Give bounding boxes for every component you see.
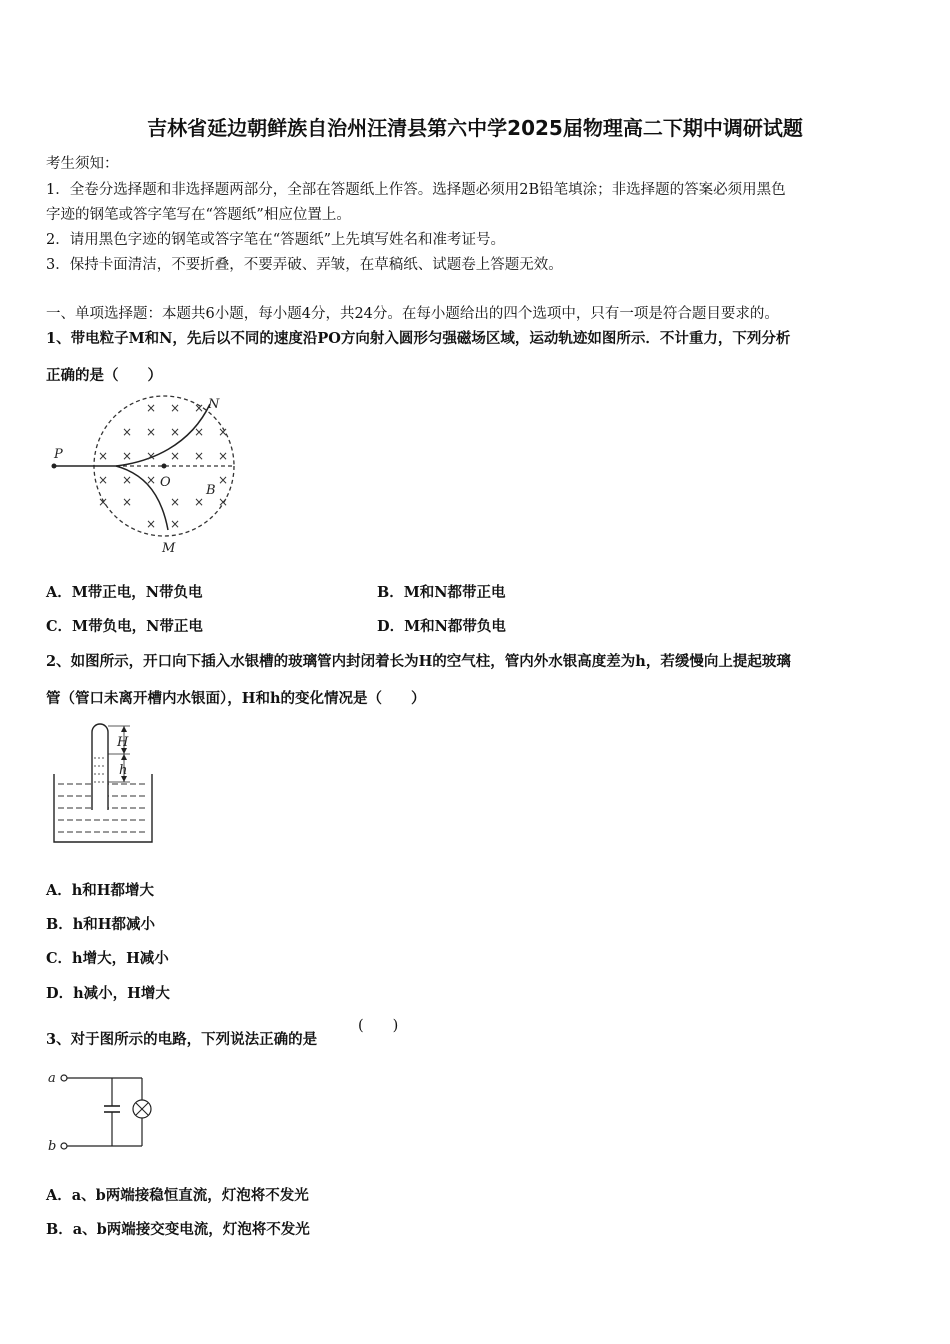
- label-o: O: [160, 475, 171, 490]
- question-1-option-b: B．M和N都带正电: [377, 584, 506, 601]
- question-2-option-c: C．h增大，H减小: [46, 950, 169, 967]
- svg-text:×: ×: [170, 425, 181, 439]
- svg-text:×: ×: [146, 401, 157, 415]
- question-1-stem-line-2: 正确的是（ ）: [46, 367, 162, 384]
- label-p: P: [54, 447, 63, 462]
- svg-text:×: ×: [170, 495, 181, 509]
- question-1-stem-line-1: 1、带电粒子M和N，先后以不同的速度沿PO方向射入圆形匀强磁场区域，运动轨迹如图所示．不计重力，下列分析: [46, 330, 791, 347]
- svg-text:×: ×: [146, 425, 157, 439]
- svg-text:×: ×: [122, 425, 133, 439]
- question-3-stem: 3、对于图所示的电路，下列说法正确的是: [46, 1031, 318, 1048]
- question-1-option-d: D．M和N都带负电: [377, 618, 506, 635]
- label-n: N: [208, 397, 220, 412]
- label-m: M: [162, 541, 176, 556]
- svg-text:×: ×: [194, 425, 205, 439]
- question-2-option-b: B．h和H都减小: [46, 916, 155, 933]
- svg-text:×: ×: [98, 449, 109, 463]
- svg-text:×: ×: [218, 425, 229, 439]
- svg-text:×: ×: [194, 401, 205, 415]
- notice-heading: 考生须知：: [46, 156, 119, 172]
- question-2-option-a: A．h和H都增大: [46, 882, 154, 899]
- svg-text:×: ×: [146, 517, 157, 531]
- question-1-figure: [40, 392, 250, 562]
- label-b: B: [206, 483, 216, 498]
- notice-item-1-line-2: 字迹的钢笔或答字笔写在“答题纸”相应位置上。: [46, 207, 351, 223]
- svg-text:×: ×: [122, 473, 133, 487]
- svg-text:×: ×: [218, 449, 229, 463]
- svg-text:×: ×: [146, 449, 157, 463]
- lamp-icon: [133, 1100, 151, 1118]
- label-h-upper: H: [117, 735, 129, 750]
- question-1-option-c: C．M带负电，N带正电: [46, 618, 203, 635]
- question-2-stem-line-2: 管（管口未离开槽内水银面），H和h的变化情况是（ ）: [46, 690, 426, 707]
- svg-text:×: ×: [122, 449, 133, 463]
- question-1-option-a: A．M带正电，N带负电: [46, 584, 203, 601]
- svg-text:×: ×: [98, 495, 109, 509]
- notice-item-2: 2．请用黑色字迹的钢笔或答字笔在“答题纸”上先填写姓名和准考证号。: [46, 232, 506, 248]
- notice-item-1-line-1: 1．全卷分选择题和非选择题两部分，全部在答题纸上作答。选择题必须用2B铅笔填涂；非选择题的答案必须用黑色: [46, 182, 786, 198]
- question-2-stem-line-1: 2、如图所示，开口向下插入水银槽的玻璃管内封闭着长为H的空气柱，管内外水银高度差为h，若缓慢向上提起玻璃: [46, 653, 791, 670]
- svg-text:×: ×: [98, 473, 109, 487]
- svg-text:×: ×: [218, 495, 229, 509]
- svg-text:×: ×: [194, 495, 205, 509]
- svg-text:×: ×: [194, 449, 205, 463]
- label-b: b: [48, 1139, 57, 1154]
- label-h-lower: h: [119, 763, 128, 778]
- question-3-answer-paren: ( ): [358, 1018, 399, 1034]
- label-a: a: [48, 1071, 56, 1086]
- notice-item-3: 3．保持卡面清洁，不要折叠，不要弄破、弄皱，在草稿纸、试题卷上答题无效。: [46, 257, 563, 273]
- svg-text:×: ×: [146, 473, 157, 487]
- svg-text:×: ×: [122, 495, 133, 509]
- question-2-figure: [52, 722, 162, 847]
- question-3-option-a: A．a、b两端接稳恒直流，灯泡将不发光: [46, 1187, 309, 1204]
- section-heading: 一、单项选择题：本题共6小题，每小题4分，共24分。在每小题给出的四个选项中，只有一项是符合题目要求的。: [46, 306, 779, 322]
- question-3-option-b: B．a、b两端接交变电流，灯泡将不发光: [46, 1221, 310, 1238]
- svg-text:×: ×: [170, 401, 181, 415]
- svg-text:×: ×: [170, 517, 181, 531]
- page-title: 吉林省延边朝鲜族自治州汪清县第六中学2025届物理高二下期中调研试题: [147, 116, 803, 140]
- svg-text:×: ×: [170, 449, 181, 463]
- svg-text:×: ×: [218, 473, 229, 487]
- question-3-circuit-figure: [44, 1066, 164, 1158]
- question-2-option-d: D．h减小，H增大: [46, 985, 170, 1002]
